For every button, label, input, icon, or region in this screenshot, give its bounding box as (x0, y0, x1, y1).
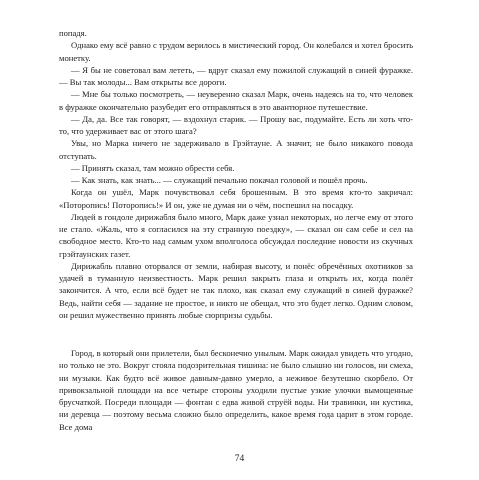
paragraph: Дирижабль плавно оторвался от земли, набирая высоту, и понёс обречённых охотников за удачей в туманную неизвестность. Марк решил закрыть глаза и открыть их, когда полёт закончится. А что, если всё будет не так плохо, как сказал ему служащий в синей фуражке? Ведь, найти себя — задание не простое, и никто не обещал, что это будет легко. Одним словом, он решил мужественно принять любые сюрпризы судьбы. (59, 260, 413, 320)
paragraph: Увы, но Марка ничего не задерживало в Грэйтауне. А значит, не было никакого повода отступать. (59, 138, 413, 161)
section-break (59, 321, 413, 347)
paragraph: Когда он ушёл, Марк почувствовал себя брошенным. В это время кто-то закричал: «Поторопись! Поторопись!» И он, уже не думая ни о чём, поспешил на посадку. (59, 187, 413, 210)
dialogue-paragraph: — Мне бы только посмотреть, — неуверенно сказал Марк, очень надеясь на то, что человек в фуражке окончательно разубедит его отправляться в это авантюрное путешествие. (59, 89, 413, 112)
paragraph: Однако ему всё равно с трудом верилось в мистический город. Он колебался и хотел бросить монетку. (59, 40, 413, 63)
text-block (59, 27, 413, 321)
paragraph: попадя. (59, 28, 87, 38)
text-block-after-break (59, 347, 413, 433)
paragraph: Город, в который они прилетели, был бесконечно унылым. Марк ожидал увидеть что угодно, но только не это. Вокруг стояла подозрительная тишина: не было слышно ни голосов, ни смеха, ни музыки. Как будто всё живое давным-давно умерло, а неживое безутешно скорбело. От привокзальной площади на все четыре стороны уходили пустые узкие улочки вымощенные брусчаткой. Посреди площади — фонтан с едва живой струёй воды. Ни травинки, ни кустика, ни деревца — поэтому весьма сложно было определить, какое время года царит в этом городе. Все дома (59, 348, 413, 432)
dialogue-paragraph: — Как знать, как знать... — служащий печально покачал головой и пошёл прочь. (71, 175, 368, 185)
dialogue-paragraph: — Да, да. Все так говорят, — вздохнул старик. — Прошу вас, подумайте. Есть ли хоть что-то, что удерживает вас от этого шага? (59, 113, 413, 136)
dialogue-paragraph: — Я бы не советовал вам лететь, — вдруг сказал ему пожилой служащий в синей фуражке. — Вы так молоды... Вам открыты все дороги. (59, 64, 413, 87)
dialogue-paragraph: — Принятъ сказал, там можно обрести себя. (71, 162, 235, 173)
paragraph: Людей в гондоле дирижабля было много, Марк даже узнал некоторых, но легче ему от этого не стало. «Жаль, что я согласился на эту странную поездку», — сказал он сам себе и сел на свободное место. Кто-то над самым ухом вполголоса обсуждал последние новости из скучных грэйтаунских газет. (59, 211, 413, 259)
page-number: 74 (234, 454, 245, 464)
